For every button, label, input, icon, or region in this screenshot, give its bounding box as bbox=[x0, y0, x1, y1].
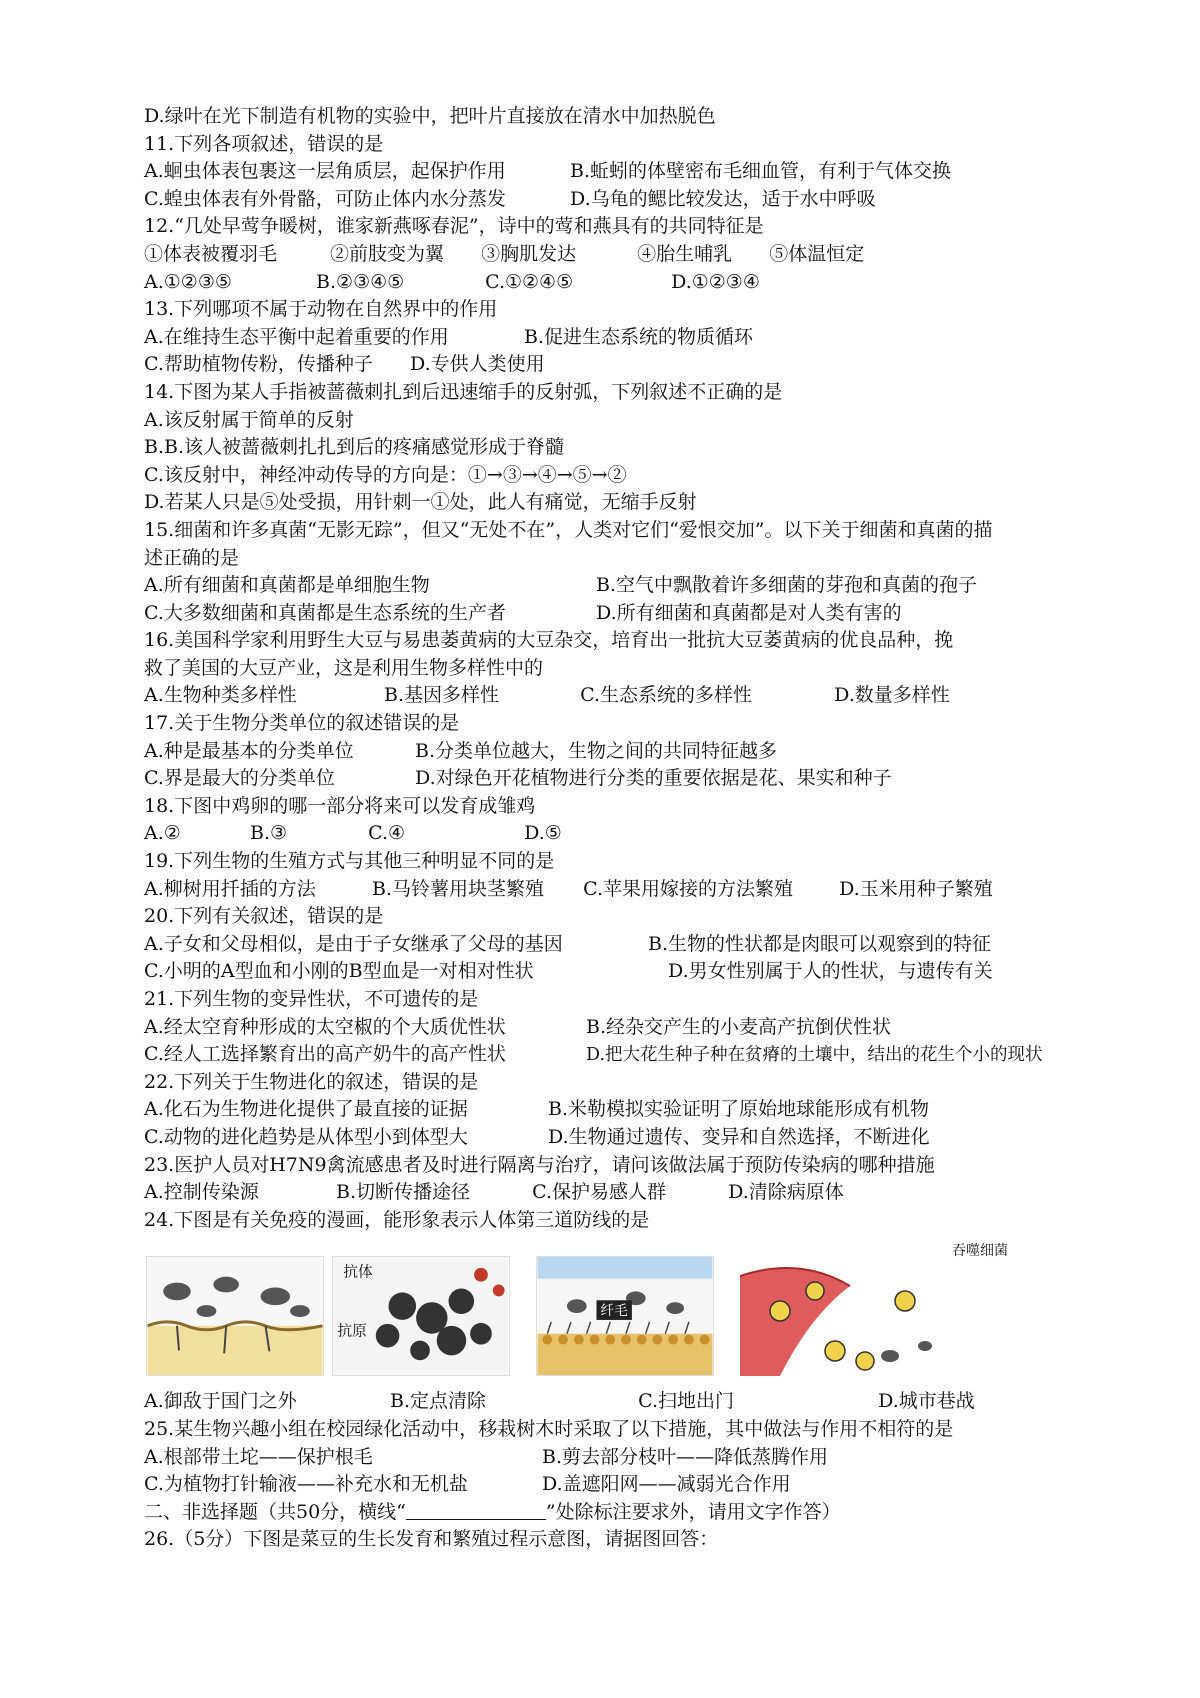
q23-option-d: D.清除病原体 bbox=[728, 1181, 844, 1204]
q15-option-d: D.所有细菌和真菌都是对人类有害的 bbox=[596, 601, 902, 624]
section-2-heading-pre: 二、非选择题（共50分，横线“ bbox=[144, 1500, 406, 1523]
q19-option-d: D.玉米用种子繁殖 bbox=[839, 877, 993, 900]
immunity-cartoons bbox=[144, 1238, 1074, 1388]
q16-option-b: B.基因多样性 bbox=[384, 684, 500, 707]
q12-option-c: C.①②④⑤ bbox=[485, 270, 574, 293]
q14-option-d: D.若某人只是⑤处受损，用针刺一①处，此人有痛觉，无缩手反射 bbox=[144, 491, 697, 514]
q22-option-b: B.米勒模拟实验证明了原始地球能形成有机物 bbox=[548, 1098, 930, 1121]
q11-stem: 11.下列各项叙述，错误的是 bbox=[144, 132, 384, 155]
q23-option-a: A.控制传染源 bbox=[144, 1181, 259, 1204]
q13-option-d: D.专供人类使用 bbox=[410, 353, 545, 376]
q19-option-a: A.柳树用扦插的方法 bbox=[144, 877, 316, 900]
q17-option-a: A.种是最基本的分类单位 bbox=[144, 739, 354, 762]
cartoon-phagocytosis bbox=[740, 1256, 940, 1376]
q22-option-d: D.生物通过遗传、变异和自然选择，不断进化 bbox=[548, 1125, 930, 1148]
phagocytosis-illustration bbox=[740, 1256, 940, 1376]
q16-stem: 16.美国科学家利用野生大豆与易患萎黄病的大豆杂交，培育出一批抗大豆萎黄病的优良品种，挽 bbox=[144, 629, 954, 652]
q11-option-b: B.蚯蚓的体壁密布毛细血管，有利于气体交换 bbox=[570, 160, 952, 183]
q15-option-a: A.所有细菌和真菌都是单细胞生物 bbox=[144, 574, 430, 597]
q22-option-a: A.化石为生物进化提供了最直接的证据 bbox=[144, 1098, 468, 1121]
fig2-label-antigen: 抗原 bbox=[337, 1323, 367, 1341]
q19-option-c: C.苹果用嫁接的方法繁殖 bbox=[583, 877, 793, 900]
q10-option-d: D.绿叶在光下制造有机物的实验中，把叶片直接放在清水中加热脱色 bbox=[144, 105, 716, 127]
q14-option-c: C.该反射中，神经冲动传导的方向是：①→③→④→⑤→② bbox=[144, 463, 627, 486]
cilia-illustration bbox=[537, 1257, 713, 1375]
q13-stem: 13.下列哪项不属于动物在自然界中的作用 bbox=[144, 298, 498, 321]
q18-option-a: A.② bbox=[144, 822, 181, 845]
q12-option-d: D.①②③④ bbox=[671, 270, 760, 293]
cartoon-skin-barrier bbox=[146, 1256, 324, 1376]
q23-stem: 23.医护人员对H7N9禽流感患者及时进行隔离与治疗，请问该做法属于预防传染病的哪种措施 bbox=[144, 1153, 935, 1176]
q24-option-c: C.扫地出门 bbox=[638, 1390, 734, 1413]
q17-option-c: C.界是最大的分类单位 bbox=[144, 767, 335, 790]
cartoon-cilia bbox=[536, 1256, 714, 1376]
q12-item-2: ②前肢变为翼 bbox=[330, 242, 445, 265]
q14-stem: 14.下图为某人手指被蔷薇刺扎到后迅速缩手的反射弧，下列叙述不正确的是 bbox=[144, 380, 783, 403]
q18-stem: 18.下图中鸡卵的哪一部分将来可以发育成雏鸡 bbox=[144, 794, 536, 817]
q22-stem: 22.下列关于生物进化的叙述，错误的是 bbox=[144, 1070, 479, 1093]
q15-option-b: B.空气中飘散着许多细菌的芽孢和真菌的孢子 bbox=[596, 574, 978, 597]
q12-item-5: ⑤体温恒定 bbox=[769, 242, 865, 265]
q11-option-a: A.蛔虫体表包裹这一层角质层，起保护作用 bbox=[144, 160, 506, 183]
q12-option-a: A.①②③⑤ bbox=[144, 270, 232, 293]
q12-item-4: ④胎生哺乳 bbox=[637, 242, 733, 265]
q23-option-b: B.切断传播途径 bbox=[336, 1181, 471, 1204]
q15-option-c: C.大多数细菌和真菌都是生态系统的生产者 bbox=[144, 601, 506, 624]
q19-stem: 19.下列生物的生殖方式与其他三种明显不同的是 bbox=[144, 850, 555, 873]
q20-option-c: C.小明的A型血和小刚的B型血是一对相对性状 bbox=[144, 960, 534, 983]
q20-stem: 20.下列有关叙述，错误的是 bbox=[144, 905, 384, 928]
fig2-label-antibody: 抗体 bbox=[343, 1264, 373, 1282]
q21-stem: 21.下列生物的变异性状，不可遗传的是 bbox=[144, 988, 479, 1010]
q15-stem: 15.细菌和许多真菌“无影无踪”，但又“无处不在”，人类对它们“爱恨交加”。以下关于细菌和真菌的描 bbox=[144, 518, 993, 541]
q25-stem: 25.某生物兴趣小组在校园绿化活动中，移栽树木时采取了以下措施，其中做法与作用不相符的是 bbox=[144, 1417, 954, 1440]
q21-option-b: B.经杂交产生的小麦高产抗倒伏性状 bbox=[586, 1015, 892, 1038]
section-2-heading-post: ”处除标注要求外，请用文字作答） bbox=[545, 1500, 841, 1523]
q13-option-b: B.促进生态系统的物质循环 bbox=[524, 325, 754, 348]
q24-option-b: B.定点清除 bbox=[390, 1390, 487, 1413]
exam-page bbox=[144, 103, 1074, 1554]
section-2-heading bbox=[144, 1499, 1074, 1527]
fig3-label-cilia: 纤毛 bbox=[600, 1303, 628, 1320]
q16-option-c: C.生态系统的多样性 bbox=[580, 684, 752, 707]
q24-option-d: D.城市巷战 bbox=[878, 1390, 975, 1413]
q21-option-a: A.经太空育种形成的太空椒的个大质优性状 bbox=[144, 1015, 506, 1038]
q20-option-b: B.生物的性状都是肉眼可以观察到的特征 bbox=[648, 932, 992, 955]
q21-option-d: D.把大花生种子种在贫瘠的土壤中，结出的花生个小的现状 bbox=[586, 1045, 1043, 1066]
antibody-antigen-illustration bbox=[333, 1257, 509, 1375]
q23-option-c: C.保护易感人群 bbox=[532, 1181, 666, 1204]
q19-option-b: B.马铃薯用块茎繁殖 bbox=[372, 877, 545, 900]
q20-option-a: A.子女和父母相似，是由于子女继承了父母的基因 bbox=[144, 932, 563, 955]
q14-option-a: A.该反射属于简单的反射 bbox=[144, 408, 354, 431]
q17-stem: 17.关于生物分类单位的叙述错误的是 bbox=[144, 712, 460, 735]
q26-stem: 26.（5分）下图是菜豆的生长发育和繁殖过程示意图，请据图回答： bbox=[144, 1528, 719, 1551]
q21-option-c: C.经人工选择繁育出的高产奶牛的高产性状 bbox=[144, 1043, 506, 1066]
cartoon-antibody-antigen bbox=[332, 1256, 510, 1376]
q16-option-d: D.数量多样性 bbox=[834, 684, 950, 707]
q24-option-a: A.御敌于国门之外 bbox=[144, 1390, 297, 1413]
q12-option-b: B.②③④⑤ bbox=[316, 270, 405, 293]
q25-option-c: C.为植物打针输液——补充水和无机盐 bbox=[144, 1473, 468, 1496]
q25-option-d: D.盖遮阳网——减弱光合作用 bbox=[542, 1473, 791, 1496]
q12-item-3: ③胸肌发达 bbox=[481, 242, 577, 265]
answer-blank-line bbox=[406, 1501, 546, 1520]
q17-option-d: D.对绿色开花植物进行分类的重要依据是花、果实和种子 bbox=[415, 767, 892, 790]
q11-option-d: D.乌龟的鳃比较发达，适于水中呼吸 bbox=[570, 187, 876, 210]
q18-option-c: C.④ bbox=[368, 822, 406, 845]
q13-option-a: A.在维持生态平衡中起着重要的作用 bbox=[144, 325, 449, 348]
q18-option-d: D.⑤ bbox=[524, 822, 562, 845]
fig4-label-phagocytosis: 吞噬细菌 bbox=[952, 1243, 1008, 1260]
q12-item-1: ①体表被覆羽毛 bbox=[144, 242, 278, 265]
q15-stem-cont: 述正确的是 bbox=[144, 546, 240, 569]
q13-option-c: C.帮助植物传粉，传播种子 bbox=[144, 353, 373, 376]
q20-option-d: D.男女性别属于人的性状，与遗传有关 bbox=[668, 960, 993, 983]
q25-option-b: B.剪去部分枝叶——降低蒸腾作用 bbox=[542, 1445, 829, 1468]
q12-stem: 12.“几处早莺争暖树，谁家新燕啄春泥”，诗中的莺和燕具有的共同特征是 bbox=[144, 215, 764, 238]
q25-option-a: A.根部带土坨——保护根毛 bbox=[144, 1445, 373, 1468]
q24-stem: 24.下图是有关免疫的漫画，能形象表示人体第三道防线的是 bbox=[144, 1208, 650, 1231]
q17-option-b: B.分类单位越大，生物之间的共同特征越多 bbox=[415, 739, 778, 762]
q16-option-a: A.生物种类多样性 bbox=[144, 684, 297, 707]
q18-option-b: B.③ bbox=[250, 822, 288, 845]
q11-option-c: C.蝗虫体表有外骨骼，可防止体内水分蒸发 bbox=[144, 187, 506, 210]
skin-barrier-illustration bbox=[147, 1257, 323, 1375]
q22-option-c: C.动物的进化趋势是从体型小到体型大 bbox=[144, 1125, 468, 1148]
q14-option-b: B.B.该人被蔷薇刺扎扎到后的疼痛感觉形成于脊髓 bbox=[144, 436, 565, 459]
q16-stem-cont: 救了美国的大豆产业，这是利用生物多样性中的 bbox=[144, 656, 544, 679]
